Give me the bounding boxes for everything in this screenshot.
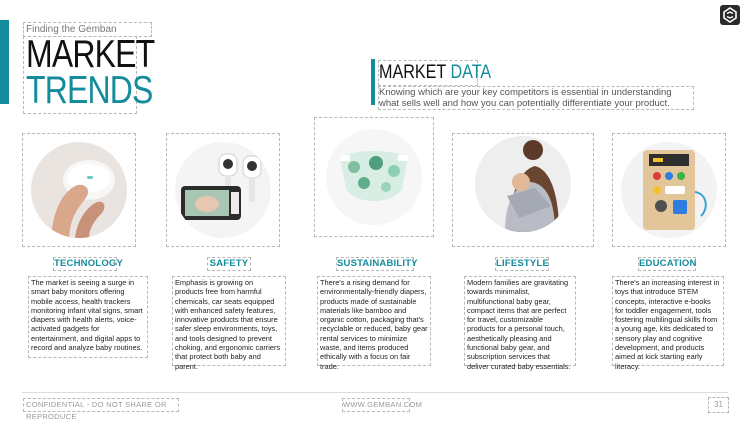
sustainability-description: There's a rising demand for environmentally-friendly diapers, products made of sustainable materials like bamboo and organic cotton, packaging that's recyclable or reduced, baby gear rental services to minimize waste, and items produced ethically with a focus on fair trade. bbox=[317, 276, 431, 366]
baby-camera-photo bbox=[175, 142, 271, 238]
market-data-title bbox=[378, 60, 492, 86]
category-label-lifestyle: LIFESTYLE bbox=[496, 258, 549, 269]
footer-divider bbox=[22, 392, 728, 393]
page-title bbox=[23, 33, 155, 114]
sustainability-image-frame bbox=[314, 117, 434, 237]
technology-image-frame bbox=[22, 133, 136, 247]
confidential-notice: CONFIDENTIAL - DO NOT SHARE OR REPRODUCE bbox=[23, 398, 179, 412]
market-data-accent-bar bbox=[371, 59, 375, 105]
technology-description: The market is seeing a surge in smart baby monitors offering mobile access, health trackers monitoring infant vital signs, smart diapers with health alerts, voice-activated gadgets for entertainment, and digital apps to record and analyze baby routines. bbox=[28, 276, 148, 358]
cloth-diaper-photo bbox=[326, 129, 422, 225]
accent-bar bbox=[0, 20, 9, 104]
education-image-frame bbox=[612, 133, 726, 247]
smart-monitor-photo bbox=[31, 142, 127, 238]
safety-description: Emphasis is growing on products free from harmful chemicals, car seats equipped with enhanced safety features, innovative products that ensure safer sleep environments, toys, and tools designed to prevent choking, and ergonomic carriers that protect both baby and parent. bbox=[172, 276, 286, 366]
category-label-safety: SAFETY bbox=[207, 257, 251, 271]
gemban-logo-icon bbox=[720, 5, 740, 25]
lifestyle-description: Modern families are gravitating towards minimalist, multifunctional baby gear, compact items that are perfect for travel, customizable products for a personal touch, aesthetically pleasing and functional baby gear, and subscription services that deliver curated baby essentials. bbox=[464, 276, 576, 366]
lifestyle-image-frame bbox=[452, 133, 594, 247]
market-data-title-part2: DATA bbox=[450, 62, 492, 83]
baby-wrap-photo bbox=[475, 136, 571, 232]
eyebrow-text: Finding the Gemban bbox=[23, 22, 152, 37]
website-link[interactable]: WWW.GEMBAN.COM bbox=[342, 398, 410, 412]
market-data-title-part1: MARKET bbox=[379, 62, 447, 83]
category-label-sustainability: SUSTAINABILITY bbox=[337, 258, 418, 269]
page-number: 31 bbox=[708, 397, 729, 413]
safety-image-frame bbox=[166, 133, 280, 247]
page-title-line1: MARKET bbox=[26, 33, 155, 76]
education-description: There's an increasing interest in toys that introduce STEM concepts, interactive e-books for toddler engagement, tools fostering multilingual skills from a young age, kits dedicated to sensory play and cognitive development, and products aimed at kick starting early literacy. bbox=[612, 276, 724, 366]
category-label-education: EDUCATION bbox=[639, 258, 697, 269]
page-title-line2: TRENDS bbox=[26, 69, 153, 112]
market-data-description: Knowing which are your key competitors is essential in understanding what sells well and how you can potentially differentiate your product. bbox=[378, 86, 694, 110]
category-label-technology: TECHNOLOGY bbox=[54, 258, 124, 269]
busy-board-photo bbox=[621, 142, 717, 238]
